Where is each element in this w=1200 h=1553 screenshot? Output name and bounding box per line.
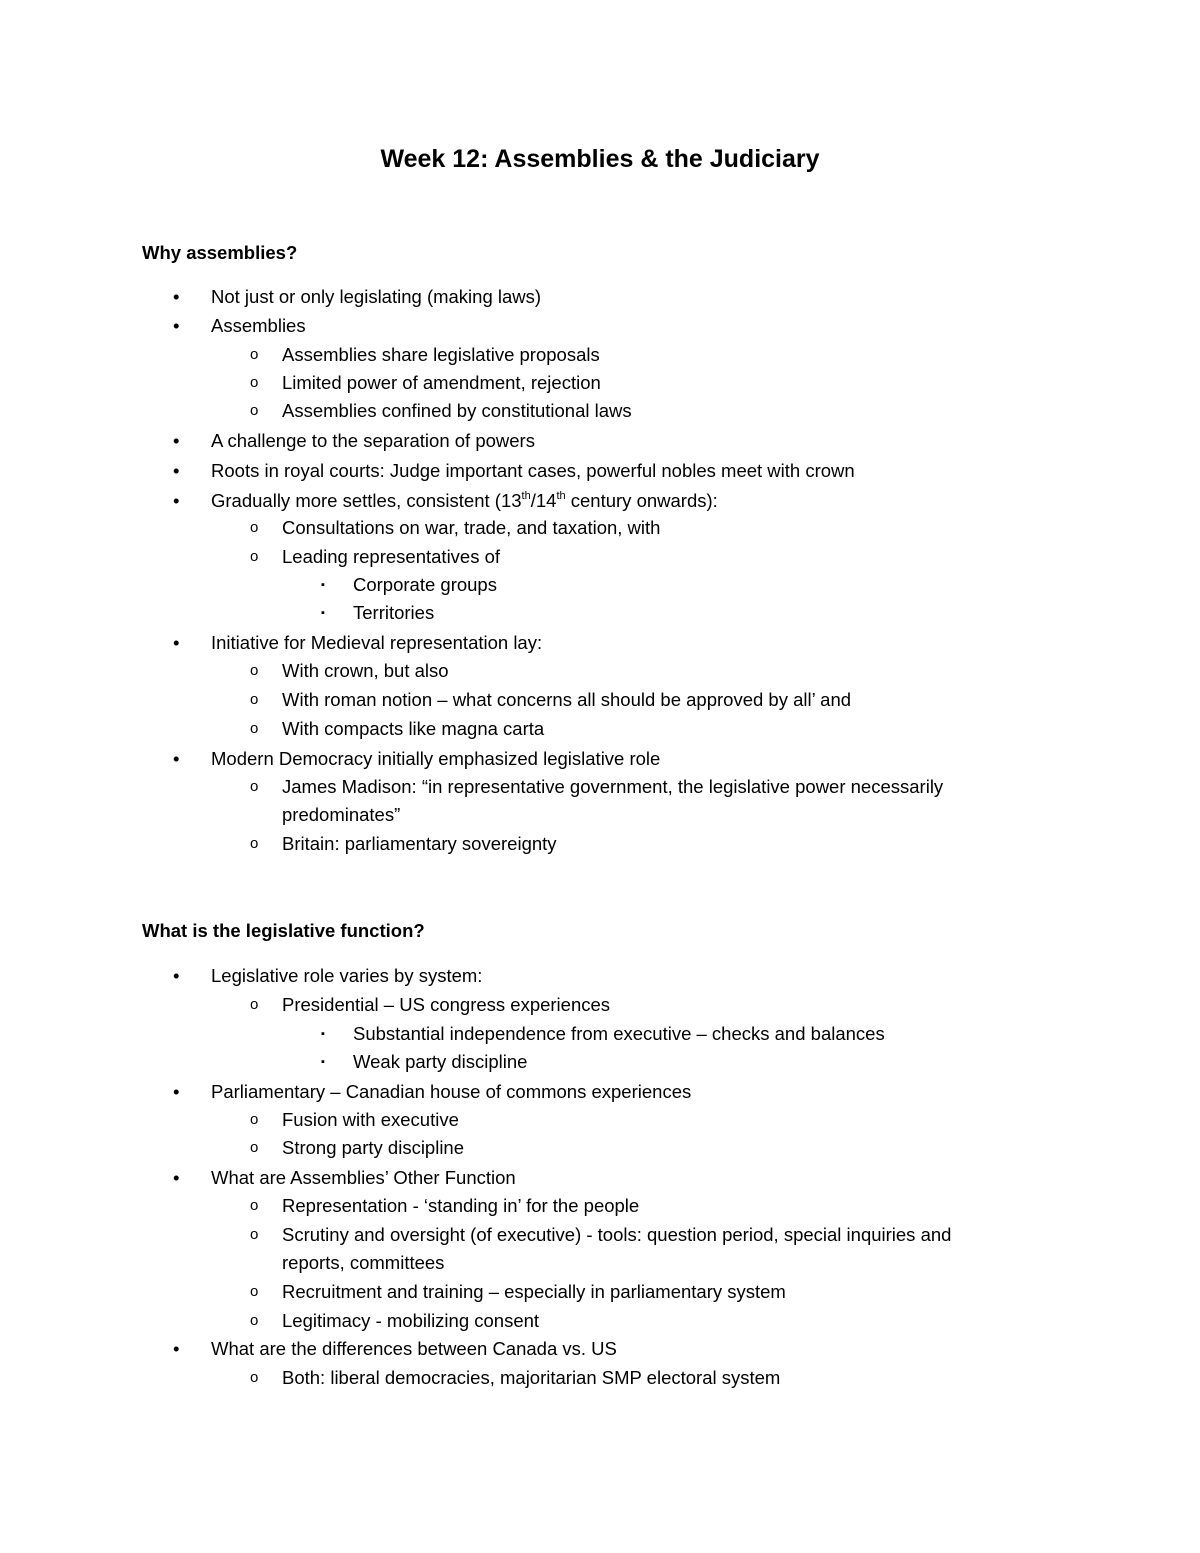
bullet-marker: • xyxy=(173,1338,180,1359)
list-item-text: What are the differences between Canada vs. US xyxy=(211,1338,617,1359)
circle-marker: o xyxy=(250,996,259,1013)
circle-marker: o xyxy=(250,662,259,679)
list-item-text: Modern Democracy initially emphasized legislative role xyxy=(211,748,661,769)
list-item xyxy=(173,630,543,656)
list-item xyxy=(173,313,306,339)
list-item xyxy=(173,963,483,989)
list-item-text: Weak party discipline xyxy=(353,1051,528,1072)
list-item-text: predominates” xyxy=(282,804,401,825)
bullet-marker: • xyxy=(173,315,180,336)
list-item-text: Limited power of amendment, rejection xyxy=(282,372,601,393)
circle-marker: o xyxy=(250,691,259,708)
list-item xyxy=(321,600,435,626)
list-item-text: Territories xyxy=(353,602,435,623)
circle-marker: o xyxy=(250,1197,259,1214)
circle-marker: o xyxy=(250,1283,259,1300)
circle-marker: o xyxy=(250,1226,259,1243)
list-item xyxy=(250,1365,781,1391)
list-item-text: With crown, but also xyxy=(282,660,449,681)
circle-marker: o xyxy=(250,835,259,852)
bullet-marker: • xyxy=(173,1081,180,1102)
list-item-text: Initiative for Medieval representation lay: xyxy=(211,632,543,653)
list-item-text: Britain: parliamentary sovereignty xyxy=(282,833,557,854)
list-item xyxy=(250,370,601,396)
list-item xyxy=(250,658,449,684)
list-item-text: Strong party discipline xyxy=(282,1137,465,1158)
list-item xyxy=(250,544,501,570)
list-item-text: Gradually more settles, consistent (13th/14th century onwards): xyxy=(211,489,718,511)
list-item xyxy=(173,746,661,772)
list-item-text: Both: liberal democracies, majoritarian SMP electoral system xyxy=(282,1367,781,1388)
circle-marker: o xyxy=(250,1111,259,1128)
bullet-marker: • xyxy=(173,430,180,451)
circle-marker: o xyxy=(250,346,259,363)
list-item-text: Assemblies confined by constitutional laws xyxy=(282,400,632,421)
list-item xyxy=(250,687,852,713)
square-marker: ▪ xyxy=(321,579,325,591)
list-item-text: Assemblies xyxy=(211,315,306,336)
bullet-marker: • xyxy=(173,632,180,653)
list-item-text: Scrutiny and oversight (of executive) - tools: question period, special inquiries and xyxy=(282,1224,952,1245)
list-item xyxy=(250,1308,540,1334)
list-item xyxy=(250,1222,952,1248)
list-item-text: Corporate groups xyxy=(353,574,497,595)
list-item-text: Leading representatives of xyxy=(282,546,501,567)
list-item xyxy=(250,774,944,800)
circle-marker: o xyxy=(250,1139,259,1156)
bullet-marker: • xyxy=(173,286,180,307)
square-marker: ▪ xyxy=(321,1028,325,1040)
list-item xyxy=(173,1336,617,1362)
list-item-text: What are Assemblies’ Other Function xyxy=(211,1167,516,1188)
list-item-text: Roots in royal courts: Judge important cases, powerful nobles meet with crown xyxy=(211,460,855,481)
square-marker: ▪ xyxy=(321,607,325,619)
list-item-text: James Madison: “in representative government, the legislative power necessarily xyxy=(282,776,944,797)
list-item-text: reports, committees xyxy=(282,1252,445,1273)
circle-marker: o xyxy=(250,402,259,419)
list-item-text: Parliamentary – Canadian house of commons experiences xyxy=(211,1081,692,1102)
list-item-text: Legitimacy - mobilizing consent xyxy=(282,1310,540,1331)
list-item-text: Fusion with executive xyxy=(282,1109,459,1130)
list-item xyxy=(321,1049,528,1075)
list-item-text: With roman notion – what concerns all should be approved by all’ and xyxy=(282,689,852,710)
list-item xyxy=(250,1279,786,1305)
circle-marker: o xyxy=(250,720,259,737)
list-item-text: Assemblies share legislative proposals xyxy=(282,344,600,365)
list-item-continuation xyxy=(282,802,400,828)
list-item xyxy=(173,458,855,484)
list-item-text: With compacts like magna carta xyxy=(282,718,545,739)
list-item xyxy=(173,1079,692,1105)
list-item xyxy=(250,1135,465,1161)
list-item xyxy=(250,831,557,857)
list-item-text: Substantial independence from executive – checks and balances xyxy=(353,1023,885,1044)
square-marker: ▪ xyxy=(321,1056,325,1068)
bullet-marker: • xyxy=(173,965,180,986)
page-title: Week 12: Assemblies & the Judiciary xyxy=(380,145,820,173)
list-item xyxy=(321,572,497,598)
list-item xyxy=(173,428,535,454)
circle-marker: o xyxy=(250,519,259,536)
circle-marker: o xyxy=(250,374,259,391)
list-item-continuation xyxy=(282,1250,444,1276)
circle-marker: o xyxy=(250,778,259,795)
bullet-marker: • xyxy=(173,1167,180,1188)
list-item xyxy=(250,992,611,1018)
bullet-marker: • xyxy=(173,490,180,511)
list-item xyxy=(250,398,632,424)
list-item xyxy=(173,488,718,514)
bullet-marker: • xyxy=(173,460,180,481)
list-item-text: A challenge to the separation of powers xyxy=(211,430,535,451)
list-item xyxy=(173,284,542,310)
list-item-text: Consultations on war, trade, and taxation, with xyxy=(282,517,661,538)
list-item xyxy=(250,515,661,541)
list-item-text: Representation - ‘standing in’ for the people xyxy=(282,1195,640,1216)
list-item-text: Recruitment and training – especially in parliamentary system xyxy=(282,1281,786,1302)
circle-marker: o xyxy=(250,548,259,565)
circle-marker: o xyxy=(250,1312,259,1329)
list-item xyxy=(321,1021,885,1047)
list-item-text: Not just or only legislating (making laws) xyxy=(211,286,542,307)
list-item xyxy=(250,1193,640,1219)
circle-marker: o xyxy=(250,1369,259,1386)
bullet-marker: • xyxy=(173,748,180,769)
list-item xyxy=(173,1165,516,1191)
list-item xyxy=(250,716,545,742)
section-heading: Why assemblies? xyxy=(142,242,298,263)
list-item xyxy=(250,1107,459,1133)
list-item xyxy=(250,342,600,368)
list-item-text: Presidential – US congress experiences xyxy=(282,994,611,1015)
section-heading: What is the legislative function? xyxy=(142,920,425,941)
list-item-text: Legislative role varies by system: xyxy=(211,965,483,986)
